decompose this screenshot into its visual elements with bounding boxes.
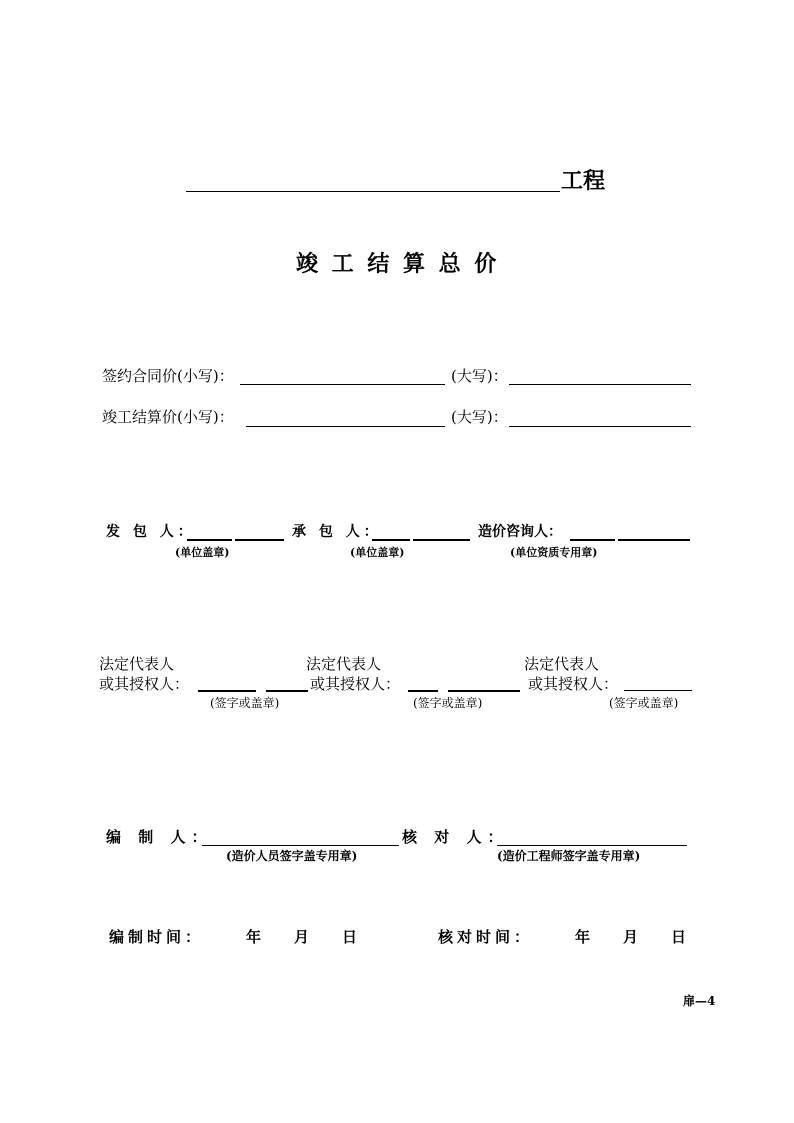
- reviewer-field[interactable]: [497, 845, 687, 846]
- compile-date-month: 月: [294, 928, 310, 946]
- reviewer-note: (造价工程师签字盖专用章): [497, 849, 641, 863]
- consultant-label: 造价咨询人：: [478, 524, 562, 540]
- legal-rep-3-field[interactable]: [624, 690, 692, 691]
- review-date-month: 月: [623, 928, 639, 946]
- consultant-field-2[interactable]: [618, 539, 690, 541]
- compile-date-day: 日: [342, 928, 358, 946]
- contractor-note: (单位盖章): [350, 546, 405, 559]
- legal-rep-2-line2: 或其授权人：: [310, 675, 401, 693]
- legal-rep-1-note: (签字或盖章): [210, 696, 280, 710]
- contract-price-upper-label: (大写)：: [451, 367, 508, 385]
- contractor-field-2[interactable]: [413, 539, 470, 541]
- legal-rep-2-field-1[interactable]: [408, 690, 438, 692]
- consultant-note: (单位资质专用章): [510, 546, 598, 559]
- settlement-price-lower-field[interactable]: [246, 426, 445, 427]
- legal-rep-1-field-1[interactable]: [198, 690, 256, 692]
- legal-rep-2-line1: 法定代表人: [306, 655, 382, 673]
- employer-field-1[interactable]: [187, 539, 232, 541]
- settlement-price-upper-label: (大写)：: [451, 408, 508, 426]
- employer-label: 发 包 人：: [106, 524, 196, 540]
- review-date-label: 核对时间：: [438, 928, 534, 946]
- contract-price-upper-field[interactable]: [509, 384, 691, 385]
- legal-rep-3-line2: 或其授权人：: [528, 675, 619, 693]
- compile-date-year: 年: [246, 928, 262, 946]
- legal-rep-2-note: (签字或盖章): [413, 696, 483, 710]
- contract-price-label: 签约合同价(小写)：: [102, 367, 234, 385]
- consultant-field-1[interactable]: [570, 539, 615, 541]
- project-suffix: 工程: [561, 168, 606, 194]
- review-date-year: 年: [575, 928, 591, 946]
- reviewer-label: 核 对 人：: [402, 828, 509, 846]
- legal-rep-2-field-2[interactable]: [448, 690, 520, 692]
- compile-date-label: 编制时间：: [109, 928, 205, 946]
- settlement-price-upper-field[interactable]: [509, 426, 691, 427]
- legal-rep-1-field-2[interactable]: [266, 690, 308, 692]
- compiler-note: (造价人员签字盖专用章): [226, 849, 358, 863]
- legal-rep-3-line1: 法定代表人: [524, 655, 600, 673]
- legal-rep-1-line2: 或其授权人：: [99, 675, 190, 693]
- compiler-label: 编 制 人：: [106, 828, 213, 846]
- page-title: 竣 工 结 算 总 价: [296, 251, 500, 277]
- employer-field-2[interactable]: [235, 539, 284, 541]
- legal-rep-3-note: (签字或盖章): [609, 696, 679, 710]
- contractor-field-1[interactable]: [372, 539, 410, 541]
- employer-note: (单位盖章): [175, 546, 230, 559]
- project-name-field[interactable]: [186, 191, 560, 192]
- form-code: 扉—4: [683, 994, 716, 1008]
- compiler-field[interactable]: [202, 845, 399, 846]
- contract-price-lower-field[interactable]: [240, 384, 445, 385]
- contractor-label: 承 包 人：: [292, 524, 382, 540]
- settlement-price-label: 竣工结算价(小写)：: [102, 408, 234, 426]
- legal-rep-1-line1: 法定代表人: [99, 655, 175, 673]
- review-date-day: 日: [671, 928, 687, 946]
